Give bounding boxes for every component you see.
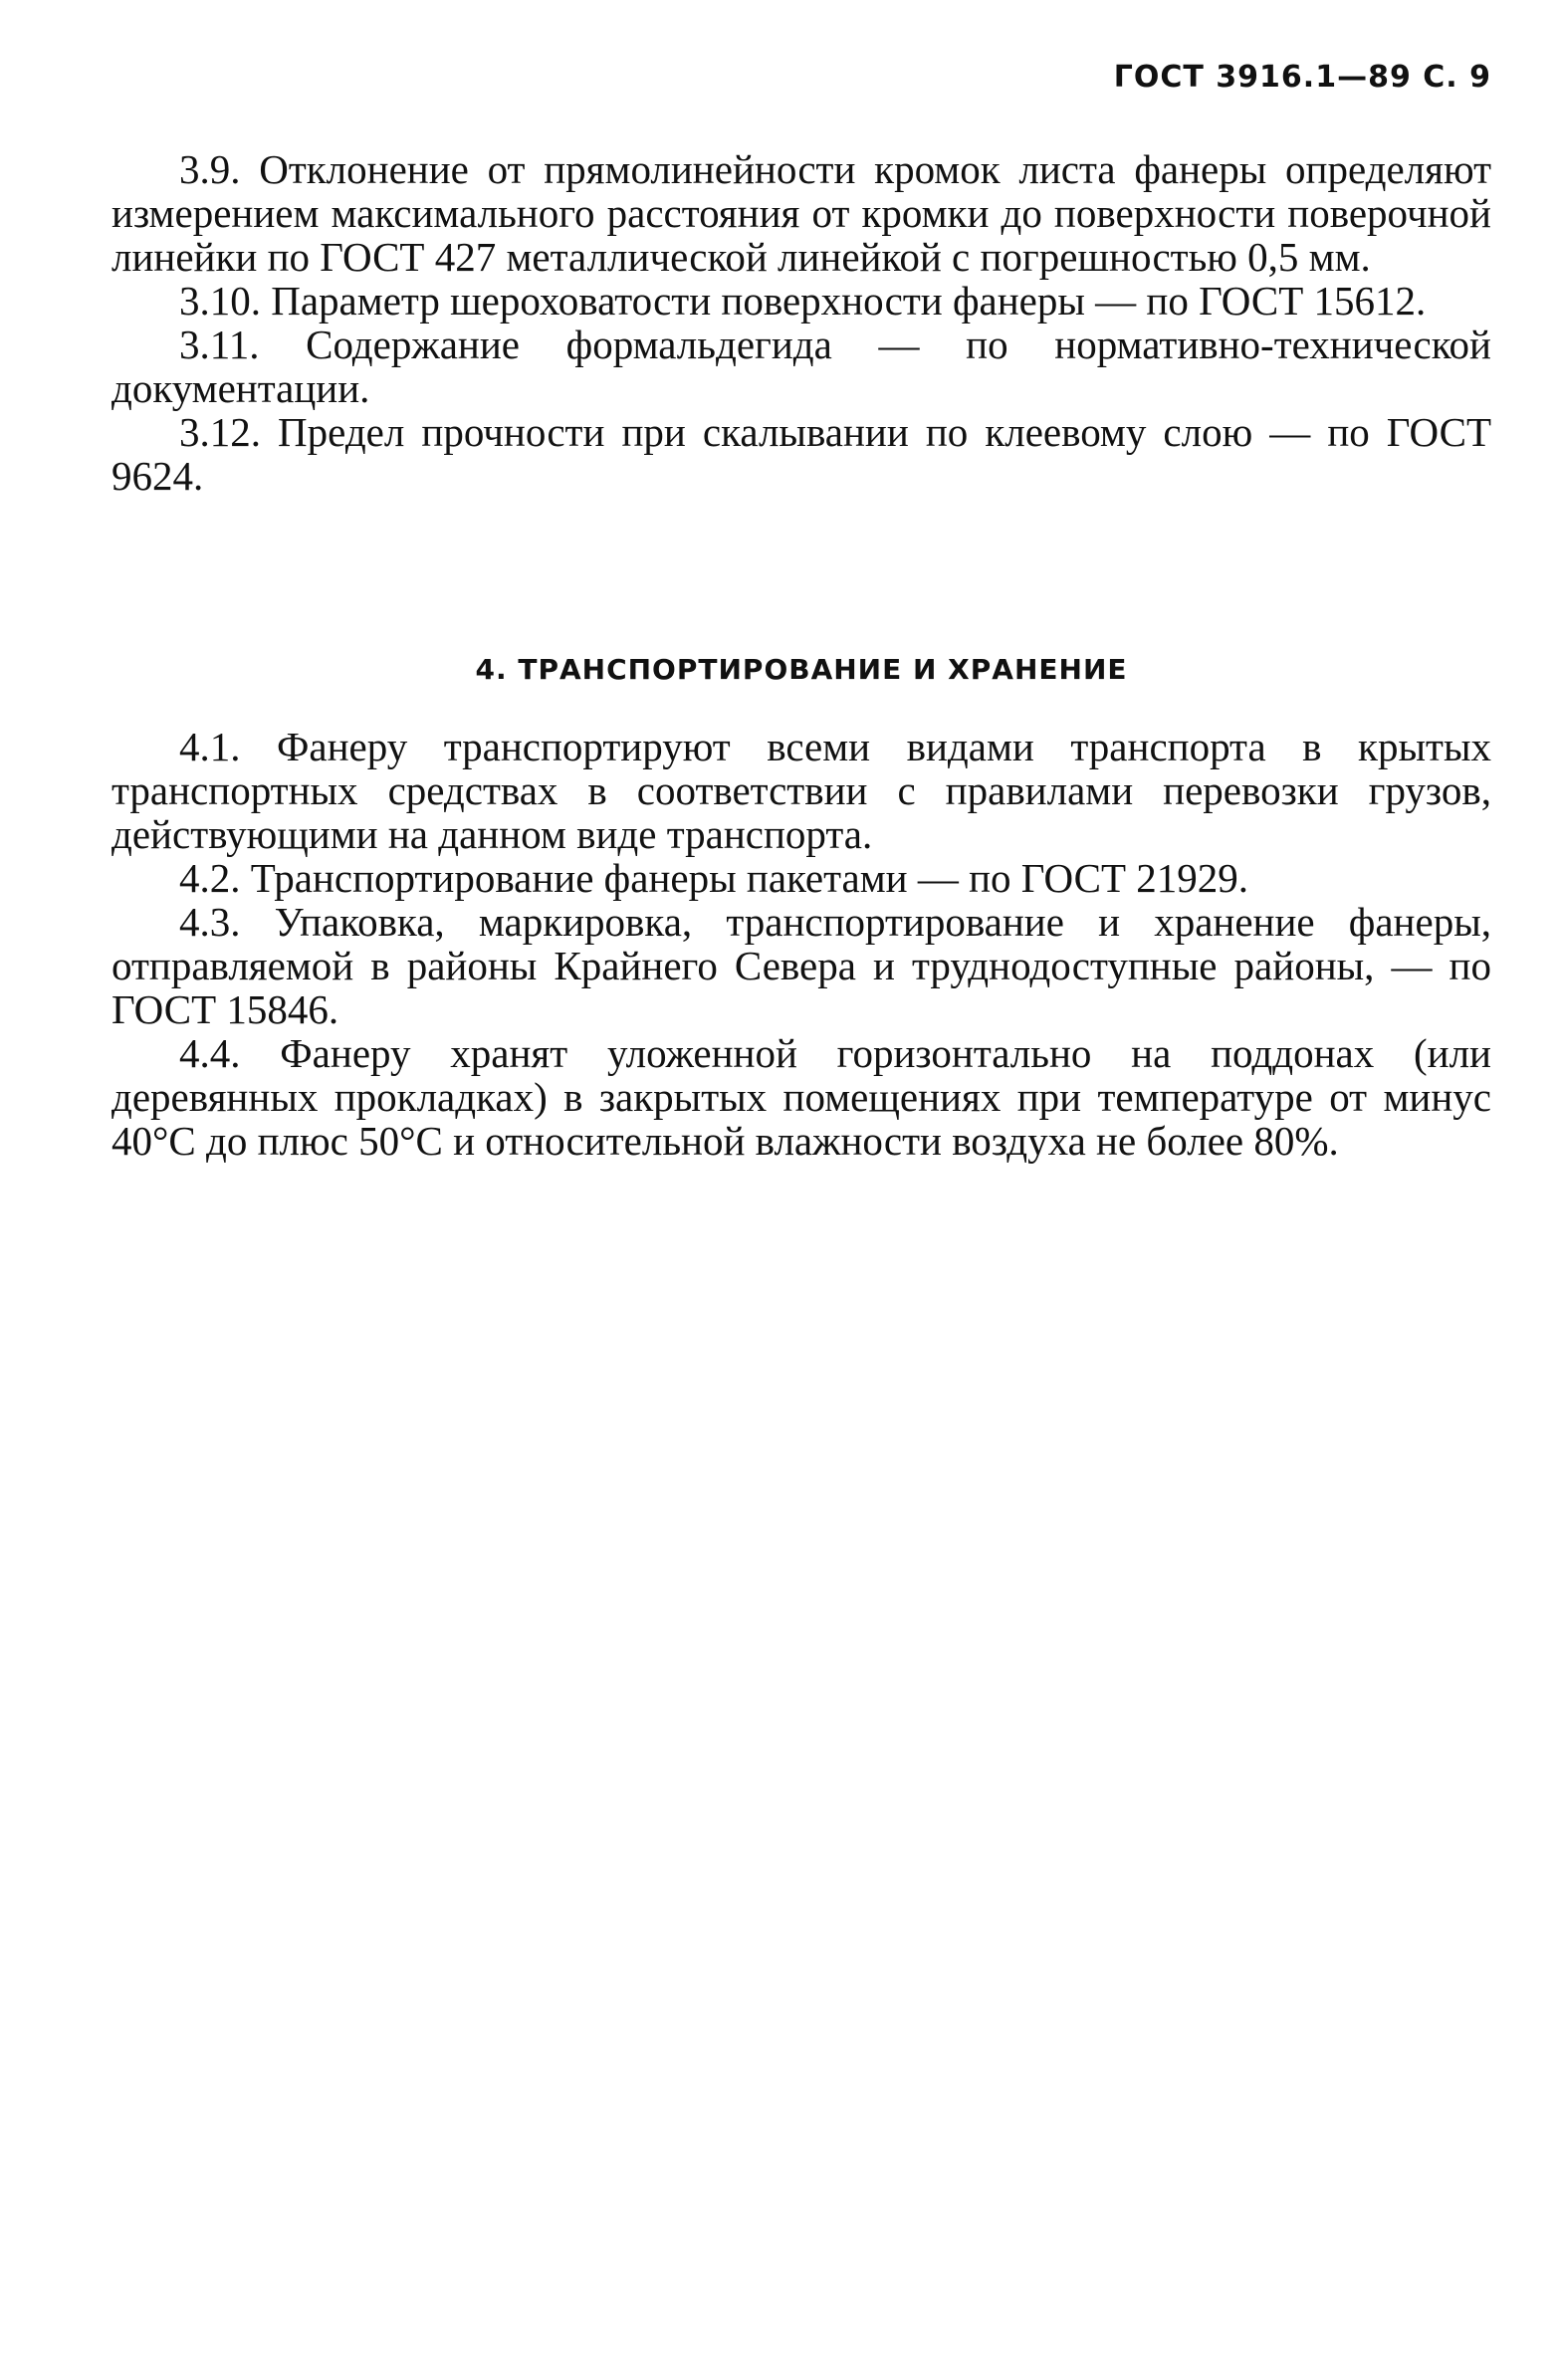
paragraph-3-10: 3.10. Параметр шероховатости поверхности фанеры — по ГОСТ 15612. (179, 278, 1427, 324)
paragraph-4-3: 4.3. Упаковка, маркировка, транспортирование и хранение фанеры, отправляемой в районы Крайнего Севера и труднодоступные районы, — по ГОСТ 15846. (112, 899, 1491, 1032)
paragraph-4-4: 4.4. Фанеру хранят уложенной горизонтально на поддонах (или деревянных прокладках) в закрытых помещениях при температуре от минус 40°С до плюс 50°С и относительной влажности воздуха не более 80%. (112, 1030, 1491, 1164)
section-3-continuation (112, 147, 1491, 498)
paragraph-3-12: 3.12. Предел прочности при скалывании по клеевому слою — по ГОСТ 9624. (112, 409, 1491, 499)
running-head: ГОСТ 3916.1—89 С. 9 (1113, 60, 1491, 95)
paragraph-4-1: 4.1. Фанеру транспортируют всеми видами транспорта в крытых транспортных средствах в соответствии с правилами перевозки грузов, действующими на данном виде транспорта. (112, 724, 1491, 857)
section-4-body (112, 725, 1491, 1163)
paragraph-3-9: 3.9. Отклонение от прямолинейности кромок листа фанеры определяют измерением максимального расстояния от кромки до поверхности поверочной линейки по ГОСТ 427 металлической линейкой с погрешностью 0,5 мм. (112, 146, 1491, 280)
paragraph-3-11: 3.11. Содержание формальдегида — по нормативно-технической документации. (112, 322, 1491, 411)
section-4-heading: 4. ТРАНСПОРТИРОВАНИЕ И ХРАНЕНИЕ (475, 653, 1128, 686)
paragraph-4-2: 4.2. Транспортирование фанеры пакетами — по ГОСТ 21929. (179, 855, 1248, 901)
